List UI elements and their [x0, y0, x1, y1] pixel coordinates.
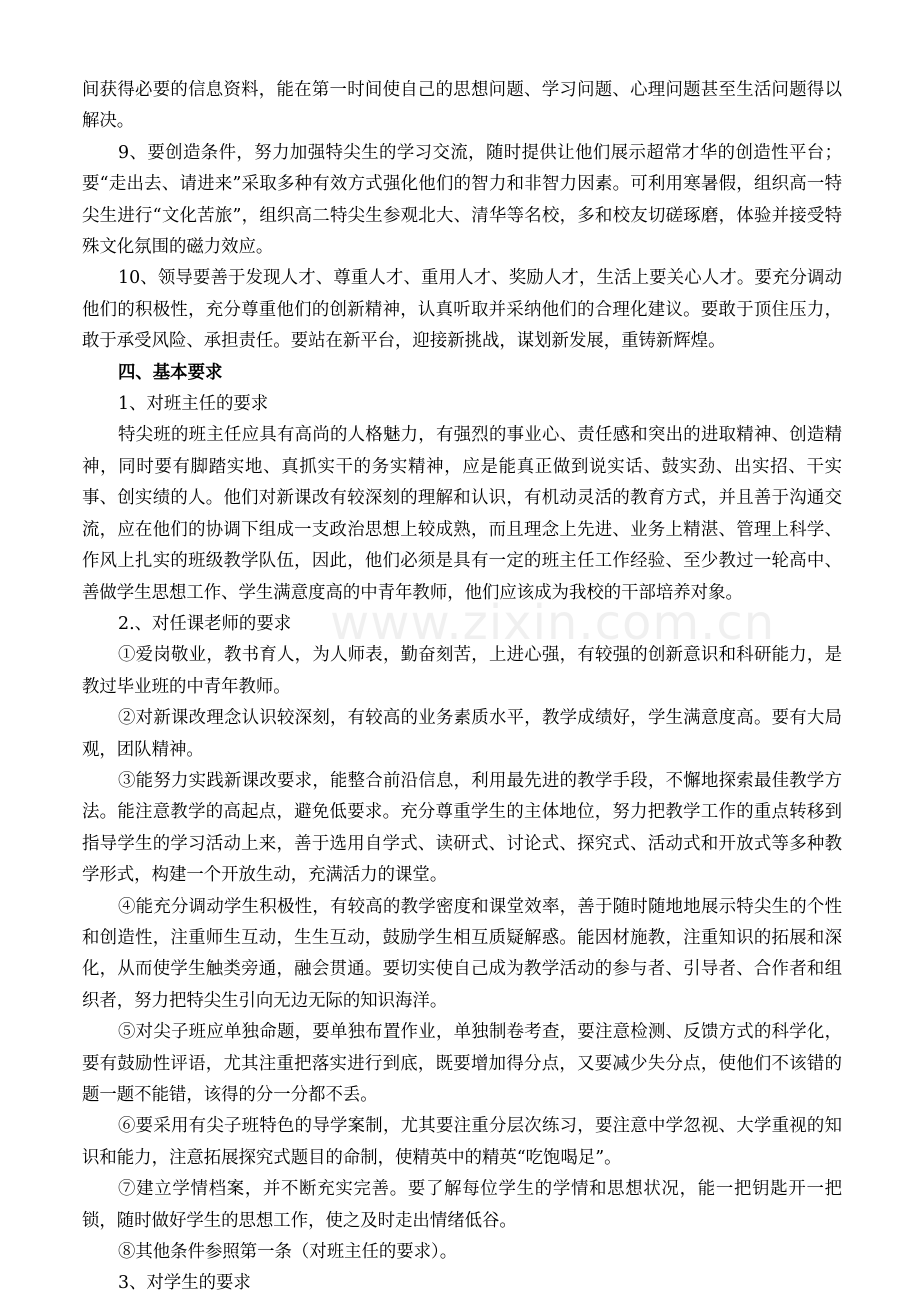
document-body [82, 75, 842, 1300]
watermark: www.zixin.com.cn [330, 595, 776, 651]
subheading-teacher-requirements: 2.、对任课老师的要求 [118, 613, 292, 634]
paragraph-item-9: 9、要创造条件，努力加强特尖生的学习交流，随时提供让他们展示超常才华的创造性平台；要“走出去、请进来”采取多种有效方式强化他们的智力和非智力因素。可利用寒暑假，组织高一特尖生进行“文化苦旅”，组织高二特尖生参观北大、清华等名校，多和校友切磋琢磨，体验并接受特殊文化氛围的磁力效应。 [82, 142, 842, 258]
subheading-head-teacher-requirements: 1、对班主任的要求 [118, 394, 269, 415]
list-item-8: ⑧其他条件参照第一条（对班主任的要求）。 [118, 1242, 458, 1263]
paragraph-continuation: 间获得必要的信息资料，能在第一时间使自己的思想问题、学习问题、心理问题甚至生活问题得以解决。 [82, 80, 842, 132]
list-item-7: ⑦建立学情档案，并不断充实完善。要了解每位学生的学情和思想状况，能一把钥匙开一把锁，随时做好学生的思想工作，使之及时走出情绪低谷。 [82, 1179, 842, 1231]
section-heading-basic-requirements: 四、基本要求 [118, 362, 223, 383]
list-item-5: ⑤对尖子班应单独命题，要单独布置作业，单独制卷考查，要注意检测、反馈方式的科学化，要有鼓励性评语，尤其注重把落实进行到底，既要增加得分点，又要减少失分点，使他们不该错的题一题不能错，该得的分一分都不丢。 [82, 1022, 842, 1105]
list-item-1: ①爱岗敬业，教书育人，为人师表，勤奋刻苦，上进心强，有较强的创新意识和科研能力，是教过毕业班的中青年教师。 [82, 645, 842, 697]
list-item-2: ②对新课改理念认识较深刻，有较高的业务素质水平，教学成绩好，学生满意度高。要有大局观，团队精神。 [82, 708, 842, 760]
paragraph-item-10: 10、领导要善于发现人才、尊重人才、重用人才、奖励人才，生活上要关心人才。要充分调动他们的积极性，充分尊重他们的创新精神，认真听取并采纳他们的合理化建议。要敢于顶住压力，敢于承受风险、承担责任。要站在新平台，迎接新挑战，谋划新发展，重铸新辉煌。 [82, 268, 842, 352]
list-item-3: ③能努力实践新课改要求，能整合前沿信息，利用最先进的教学手段，不懈地探索最佳教学方法。能注意教学的高起点，避免低要求。充分尊重学生的主体地位，努力把教学工作的重点转移到指导学生的学习活动上来，善于选用自学式、读研式、讨论式、探究式、活动式和开放式等多种教学形式，构建一个开放生动，充满活力的课堂。 [82, 770, 842, 886]
subheading-student-requirements: 3、对学生的要求 [118, 1273, 251, 1294]
list-item-4: ④能充分调动学生积极性，有较高的教学密度和课堂效率，善于随时随地地展示特尖生的个性和创造性，注重师生互动，生生互动，鼓励学生相互质疑解惑。能因材施教，注重知识的拓展和深化，从而使学生触类旁通，融会贯通。要切实使自己成为教学活动的参与者、引导者、合作者和组织者，努力把特尖生引向无边无际的知识海洋。 [82, 896, 842, 1011]
paragraph-head-teacher: 特尖班的班主任应具有高尚的人格魅力，有强烈的事业心、责任感和突出的进取精神、创造精神，同时要有脚踏实地、真抓实干的务实精神，应是能真正做到说实话、鼓实劲、出实招、干实事、创实绩的人。他们对新课改有较深刻的理解和认识，有机动灵活的教育方式，并且善于沟通交流，应在他们的协调下组成一支政治思想上较成熟，而且理念上先进、业务上精湛、管理上科学、作风上扎实的班级教学队伍，因此，他们必须是具有一定的班主任工作经验、至少教过一轮高中、善做学生思想工作、学生满意度高的中青年教师，他们应该成为我校的干部培养对象。 [82, 425, 842, 603]
list-item-6: ⑥要采用有尖子班特色的导学案制，尤其要注重分层次练习，要注意中学忽视、大学重视的知识和能力，注意拓展探究式题目的命制，使精英中的精英“吃饱喝足”。 [82, 1116, 842, 1168]
